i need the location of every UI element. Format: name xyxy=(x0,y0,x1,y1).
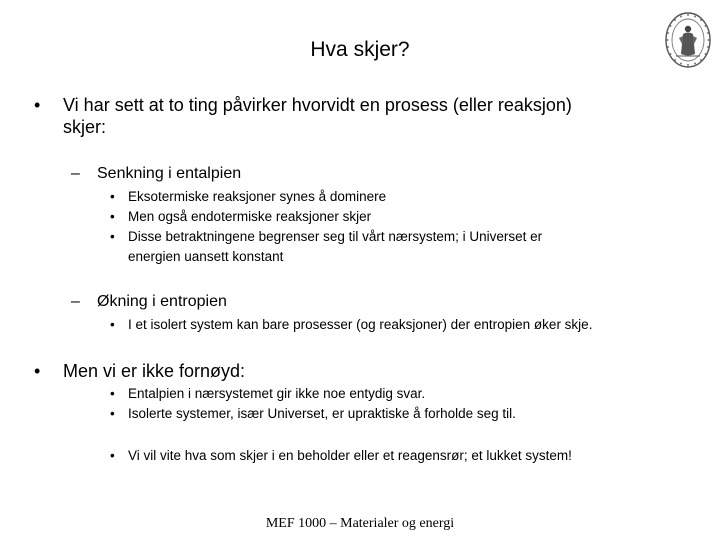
sub-sub-bullet-marker: • xyxy=(110,317,115,332)
bullet-text-continued: skjer: xyxy=(63,117,107,137)
bullet-text: Men vi er ikke fornøyd: xyxy=(63,361,246,381)
sub-sub-bullet-marker: • xyxy=(110,386,115,401)
bullet-text: Vi har sett at to ting påvirker hvorvidt en prosess (eller reaksjon) xyxy=(63,95,572,115)
sub-sub-bullet-text: Men også endotermiske reaksjoner skjer xyxy=(128,209,372,224)
slide-title: Hva skjer? xyxy=(310,38,410,61)
bullet-marker: • xyxy=(34,95,41,115)
sub-bullet-text: Senkning i entalpien xyxy=(97,165,242,182)
sub-sub-bullet-text-continued: energien uansett konstant xyxy=(128,249,284,264)
sub-sub-bullet-marker: • xyxy=(110,209,115,224)
sub-sub-bullet-text: I et isolert system kan bare prosesser (og reaksjoner) der entropien øker skje. xyxy=(128,317,593,332)
sub-bullet-text: Økning i entropien xyxy=(97,293,227,310)
sub-sub-bullet-text: Entalpien i nærsystemet gir ikke noe entydig svar. xyxy=(128,386,426,401)
sub-sub-bullet-text: Vi vil vite hva som skjer i en beholder eller et reagensrør; et lukket system! xyxy=(128,448,572,463)
sub-sub-bullet-marker: • xyxy=(110,406,115,421)
sub-bullet-marker: – xyxy=(71,293,80,310)
sub-bullet-marker: – xyxy=(71,165,80,182)
sub-sub-bullet-text: Isolerte systemer, især Universet, er upraktiske å forholde seg til. xyxy=(128,406,516,421)
university-seal-icon xyxy=(664,10,712,70)
sub-sub-bullet-marker: • xyxy=(110,189,115,204)
slide-footer: MEF 1000 – Materialer og energi xyxy=(265,516,455,531)
sub-sub-bullet-marker: • xyxy=(110,448,115,463)
bullet-marker: • xyxy=(34,361,41,381)
sub-sub-bullet-text: Eksotermiske reaksjoner synes å dominere xyxy=(128,189,387,204)
sub-sub-bullet-marker: • xyxy=(110,229,115,244)
sub-sub-bullet-text: Disse betraktningene begrenser seg til vårt nærsystem; i Universet er xyxy=(128,229,543,244)
